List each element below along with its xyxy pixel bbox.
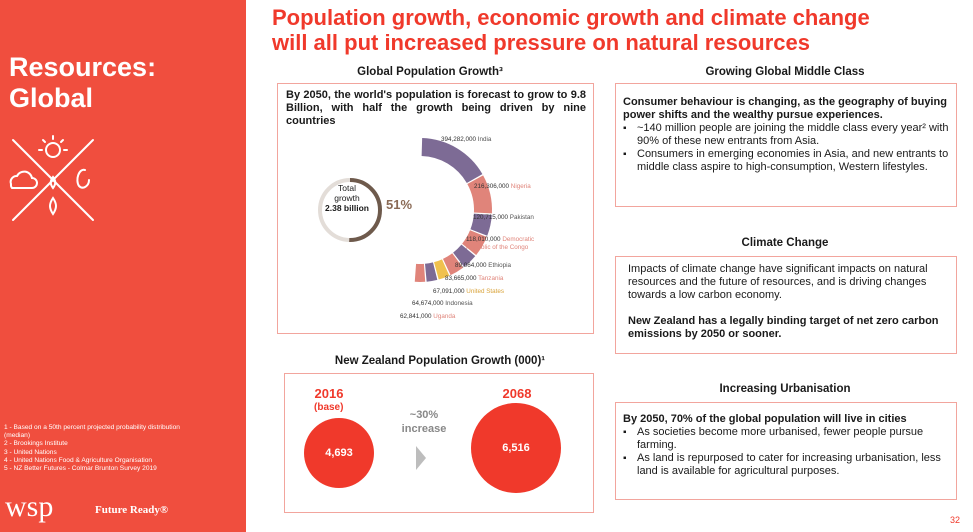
donut-segment [467,175,492,213]
middle-class-title: Growing Global Middle Class [705,66,865,78]
donut-segment [422,138,483,183]
nz-increase [394,408,454,436]
nz-year-start: 2016 [314,386,344,401]
nz-year-end: 2068 [502,386,532,401]
donut-segment [415,264,425,282]
climate-title: Climate Change [741,237,829,249]
total-growth-label [318,183,376,213]
footnote: 5 - NZ Better Futures - Colmar Brunton Survey 2019 [4,465,157,473]
climate-target: New Zealand has a legally binding target of net zero carbon emissions by 2050 or sooner. [628,315,939,340]
urban-lead: By 2050, 70% of the global population will live in cities [623,413,907,425]
growth-share: 51% [386,197,413,212]
total-label: growth [334,193,360,203]
footnote: 2 - Brookings Institute [4,440,68,448]
footnote: (median) [4,432,31,440]
headline-line1: Population growth, economic growth and climate change [272,5,870,30]
page-number: 32 [950,515,961,525]
country-label: 64,674,000 Indonesia [412,300,473,307]
urban-title: Increasing Urbanisation [719,383,851,395]
total-label: Total [338,183,356,193]
footnote: 4 - United Nations Food & Agriculture Organisation [4,456,153,464]
nz-circle-2016: 4,693 [304,418,374,488]
list-item: ▪ As land is repurposed to cater for increasing urbanisation, less land is available for agricultural purposes. [623,452,951,478]
middle-class-lead: Consumer behaviour is changing, as the geography of buying power shifts and the wealthy pursue experiences. [623,96,947,121]
list-item: ▪ ~140 million people are joining the middle class every year² with 90% of these new entrants from Asia. [623,122,949,148]
page-headline [272,5,962,55]
tagline: Future Ready® [95,504,169,516]
country-label: 83,665,000 Tanzania [445,275,504,282]
country-label: 67,091,000 United States [433,288,505,295]
arrow-right-icon [416,446,426,470]
nz-circle-2068: 6,516 [471,403,561,493]
sidebar-title-line2: Global [9,83,94,113]
svg-text:wsp: wsp [5,490,54,523]
nz-base-label: (base) [314,402,344,413]
footnote: 1 - Based on a 50th percent projected probability distribution [4,424,180,431]
sidebar-title [9,52,156,114]
population-intro: By 2050, the world's population is forecast to grow to 9.8 Billion, with half the growth being driven by nine countries [286,89,586,127]
increase-word: increase [401,423,447,435]
sidebar-title-line1: Resources: [9,52,157,82]
country-label: 118,010,000 Democratic Republic of the Congo [466,236,535,251]
wsp-logo [5,490,85,526]
footnote: 3 - United Nations [4,448,57,456]
country-label: 216,306,000 Nigeria [474,183,531,190]
increase-pct: ~30% [409,409,439,421]
country-label: 89,064,000 Ethiopia [455,262,512,269]
nz-title: New Zealand Population Growth (000)¹ [334,355,546,367]
country-label: 394,282,000 India [441,136,492,143]
footnotes [4,424,244,473]
headline-line2: will all put increased pressure on natural resources [272,30,810,55]
sidebar [0,0,246,532]
urban-content [623,413,951,478]
country-label: 120,715,000 Pakistan [473,214,534,221]
climate-body: Impacts of climate change have significant impacts on natural resources and the future of resources, and is driving changes towards a low carbon economy. [628,263,928,301]
total-value: 2.38 billion [325,203,369,213]
climate-content [628,263,948,341]
population-title: Global Population Growth³ [357,66,503,78]
resources-icon [5,128,101,228]
country-label: 62,841,000 Uganda [400,313,456,320]
list-item: ▪ Consumers in emerging economies in Asia, and new entrants to middle class aspire to high-consumption, Western lifestyles. [623,148,949,174]
middle-class-content [623,96,949,174]
population-donut-chart [300,128,600,328]
list-item: ▪ As societies become more urbanised, fewer people pursue farming. [623,426,951,452]
